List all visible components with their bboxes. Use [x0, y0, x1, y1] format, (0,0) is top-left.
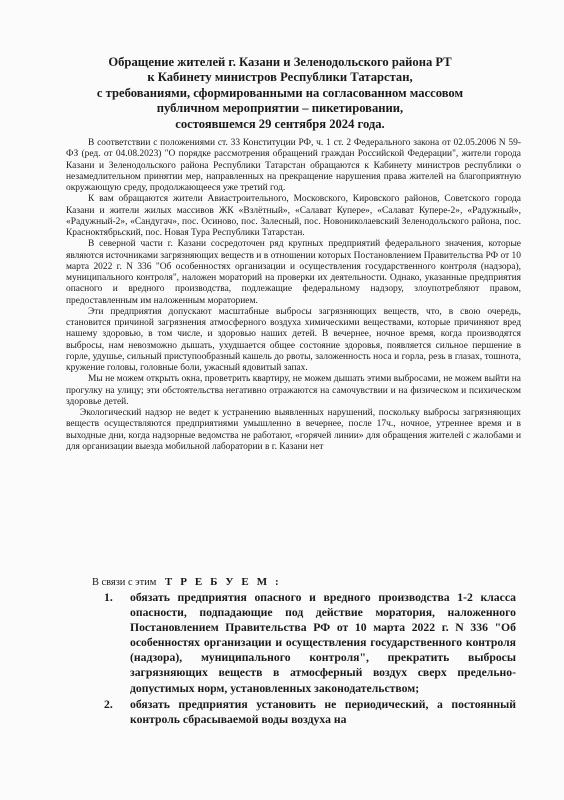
demand-intro: В связи с этим	[92, 577, 157, 588]
demand-text: обязать предприятия установить не периодический, а постоянный контроль сбрасываемой воды воздуха на	[130, 697, 516, 726]
title-line-2: к Кабинету министров Республики Татарстан,	[147, 70, 413, 85]
demand-word: Т Р Е Б У Е М :	[164, 576, 282, 588]
demand-item	[104, 697, 516, 727]
paragraph-enterprises: В северной части г. Казани сосредоточен ряд крупных предприятий федерального значения, которые являются источниками загрязняющих веществ и в отношении которых Постановлением Правительства РФ от 10 марта 2022 г. N 336 "Об особенностях организации и осуществления государственного контроля (надзора), муниципального контроля", наложен мораторий на проверки их деятельности. Однако, указанные предприятия опасного и вредного производства, подлежащие федеральному надзору, злоупотребляют правом, предоставленным им наложенным мораторием.	[66, 239, 521, 306]
demand-heading	[92, 576, 281, 588]
title-line-5: состоявшемся 29 сентября 2024 года.	[175, 116, 385, 131]
demand-item	[104, 590, 516, 696]
demands-list	[104, 590, 516, 728]
paragraph-supervision: Экологический надзор не ведет к устранению выявленных нарушений, поскольку выбросы загрязняющих веществ осуществляются предприятиями умышленно в вечернее, после 17ч., ночное, утреннее время и в выходные дни, когда надзорные ведомства не работают, «горячей линии» для обращения жителей с жалобами и для организации выезда мобильной лаборатории в г. Казани нет	[66, 408, 521, 452]
paragraph-legal-basis: В соответствии с положениями ст. 33 Конституции РФ, ч. 1 ст. 2 Федерального закона от 02.05.2006 N 59-ФЗ (ред. от 04.08.2023) "О порядке рассмотрения обращений граждан Российской Федерации", жители города Казани и Зеленодольского района Республики Татарстан обращаются к Кабинету министров республики о незамедлительном принятии мер, направленных на прекращение нарушения права жителей на благоприятную окружающую среду, продолжающееся уже третий год.	[66, 138, 521, 193]
paragraph-emissions: Эти предприятия допускают масштабные выбросы загрязняющих веществ, что, в свою очередь, становится причиной загрязнения атмосферного воздуха химическими веществами, которые причиняют вред нашему здоровью, в том числе, и здоровью наших детей. В вечернее, ночное время, когда производятся выбросы, нам невозможно дышать, ухудшается общее состояние здоровья, появляется сильное першение в горле, удушье, сильный приступообразный кашель до рвоты, заложенность носа и горла, резь в глазах, тошнота, кружение головы, головные боли, ужасный ядовитый запах.	[66, 306, 521, 373]
demand-number: 2.	[104, 697, 113, 711]
paragraph-consequences: Мы не можем открыть окна, проветрить квартиру, не можем дышать этими выбросами, не можем выйти на прогулку на улицу; эти обстоятельства негативно отражаются на самочувствии и на физическом и психическом здоровье детей.	[66, 374, 521, 407]
paragraph-residents: К вам обращаются жители Авиастроительного, Московского, Кировского районов, Советского города Казани и жители жилых массивов ЖК «Взлётный», «Салават Купере», «Салават Купере-2», «Радужный», «Радужный-2», «Сандугач», пос. Осиново, пос. Залесный, пос. Новониколаевский Зеленодольского района, пос. Красноктябрьский, пос. Новая Тура Республики Татарстан.	[66, 194, 521, 238]
title-line-4: публичном мероприятии – пикетировании,	[156, 101, 404, 116]
document-body	[66, 138, 521, 453]
demand-text: обязать предприятия опасного и вредного производства 1-2 класса опасности, подпадающие под действие моратория, наложенного Постановлением Правительства РФ от 10 марта 2022 г. N 336 "Об особенностях организации и осуществления государственного контроля (надзора), муниципального контроля", прекратить выбросы загрязняющих веществ в атмосферный воздух сверх предельно-допустимых норм, установленных законодательством;	[130, 591, 516, 695]
title-line-3: с требованиями, сформированными на согласованном массовом	[96, 85, 464, 100]
document-title	[40, 55, 520, 132]
title-line-1: Обращение жителей г. Казани и Зеленодольского района РТ	[108, 55, 452, 69]
demand-number: 1.	[104, 591, 113, 604]
